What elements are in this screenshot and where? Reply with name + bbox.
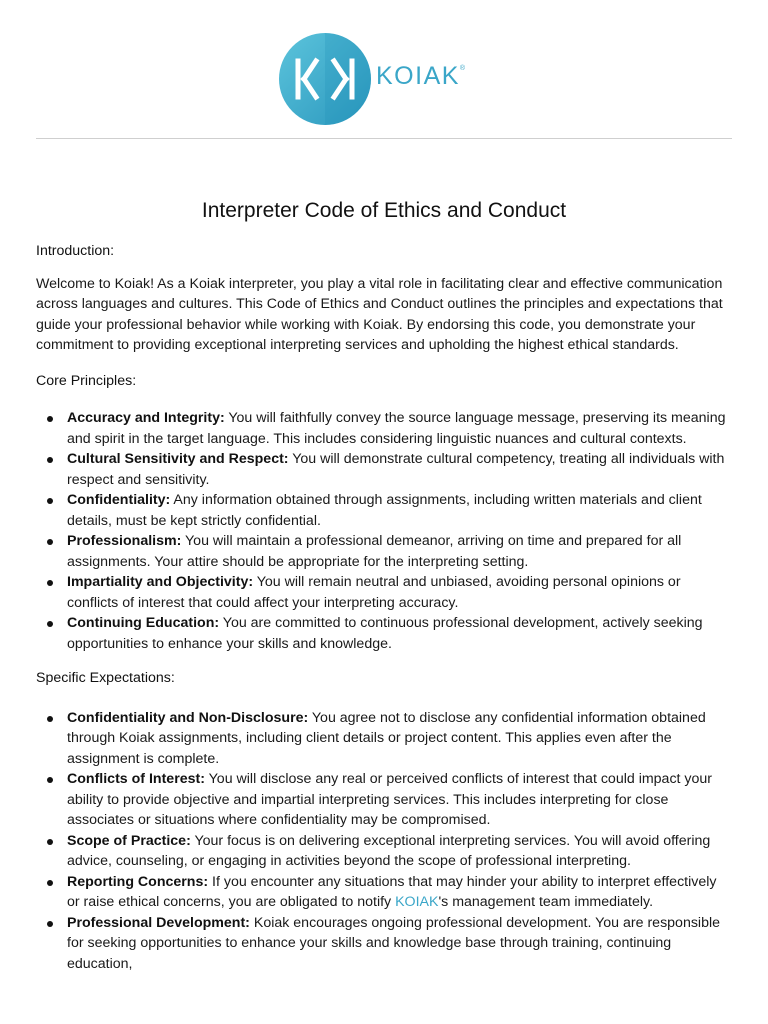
list-item: [36, 531, 732, 572]
list-item: [36, 708, 732, 770]
list-item-term: Scope of Practice:: [67, 832, 191, 849]
list-item-text: You will demonstrate cultural competency, treating all individuals with respect and sensitivity.: [67, 451, 725, 488]
list-item-text: You will maintain a professional demeanor, arriving on time and prepared for all assignments. Your attire should be appropriate for the interpreting setting.: [67, 533, 682, 570]
core-principles-heading: Core Principles:: [36, 372, 137, 389]
specific-expectations-heading: Specific Expectations:: [36, 670, 175, 686]
list-item-text: Your focus is on delivering exceptional interpreting services. You will avoid offering advice, counseling, or engaging in activities beyond the scope of professional interpreting.: [67, 832, 711, 869]
list-item-text: You will disclose any real or perceived conflicts of interest that could impact your ability to provide objective and impartial interpreting services. This includes interpreting for close associates or situations where confidentiality may be compromised.: [67, 771, 713, 828]
list-item-text: If you encounter any situations that may hinder your ability to interpret effectively or raise ethical concerns, you are obligated to notify: [67, 873, 717, 910]
registered-mark: ®: [459, 65, 466, 72]
bullet-icon: [47, 580, 53, 586]
list-item-text-after: 's management team immediately.: [438, 894, 654, 910]
list-item-term: Reporting Concerns:: [67, 873, 209, 890]
bullet-icon: [47, 498, 53, 504]
introduction-heading: Introduction:: [36, 243, 115, 259]
bullet-icon: [47, 921, 53, 927]
list-item: [36, 572, 732, 613]
bullet-icon: [47, 621, 53, 627]
document-body: [36, 241, 732, 986]
list-item: [36, 913, 732, 975]
list-item: [36, 613, 732, 654]
list-item-text: You will remain neutral and unbiased, avoiding personal opinions or conflicts of interest that could affect your interpreting accuracy.: [67, 574, 681, 611]
bullet-icon: [47, 880, 53, 886]
list-item-term: Conflicts of Interest:: [67, 771, 205, 787]
bullet-icon: [47, 777, 53, 783]
list-item-text: You will faithfully convey the source language message, preserving its meaning and spirit in the target language. This includes considering linguistic nuances and cultural contexts.: [67, 410, 726, 447]
list-item-term: Professionalism:: [67, 533, 182, 549]
list-item-term: Professional Development:: [67, 914, 250, 931]
bullet-icon: [47, 716, 53, 722]
list-item-term: Continuing Education:: [67, 615, 220, 631]
list-item: [36, 769, 732, 831]
koiak-emblem-icon: [278, 32, 374, 126]
list-item-text: You agree not to disclose any confidential information obtained through Koiak assignments, including client details or project content. This applies even after the assignment is complete.: [67, 709, 706, 767]
bullet-icon: [47, 839, 53, 845]
list-item-term: Accuracy and Integrity:: [67, 410, 225, 426]
specific-expectations-list: [36, 708, 732, 975]
list-item-text: Any information obtained through assignments, including written materials and client details, must be kept strictly confidential.: [67, 492, 702, 529]
list-item: [36, 490, 732, 531]
list-item-text: Koiak encourages ongoing professional development. You are responsible for seeking opportunities to enhance your skills and knowledge base through training, continuing education,: [67, 914, 721, 972]
list-item-term: Impartiality and Objectivity:: [67, 574, 254, 590]
document-title: Interpreter Code of Ethics and Conduct: [201, 199, 567, 222]
list-item: [36, 872, 732, 913]
list-item: [36, 831, 732, 872]
bullet-icon: [47, 416, 53, 422]
logo-wordmark-text: KOIAK: [376, 62, 460, 90]
list-item-term: Confidentiality:: [67, 492, 171, 508]
logo-wordmark: [376, 62, 465, 91]
bullet-icon: [47, 539, 53, 545]
header-divider: [36, 138, 732, 139]
list-item: [36, 449, 732, 490]
list-item-term: Confidentiality and Non-Disclosure:: [67, 709, 309, 726]
list-item-text: You are committed to continuous professional development, actively seeking opportunities to enhance your skills and knowledge.: [67, 615, 703, 652]
list-item: [36, 408, 732, 449]
koiak-logo: [278, 32, 492, 126]
koiak-link[interactable]: KOIAK: [395, 894, 439, 910]
introduction-paragraph: Welcome to Koiak! As a Koiak interpreter, you play a vital role in facilitating clear and effective communication across languages and cultures. This Code of Ethics and Conduct outlines the principles and expectations that guide your professional behavior while working with Koiak. By endorsing this code, you demonstrate your commitment to providing exceptional interpreting services and upholding the highest ethical standards.: [36, 275, 723, 353]
core-principles-list: [36, 408, 732, 654]
bullet-icon: [47, 457, 53, 463]
list-item-term: Cultural Sensitivity and Respect:: [67, 451, 289, 467]
